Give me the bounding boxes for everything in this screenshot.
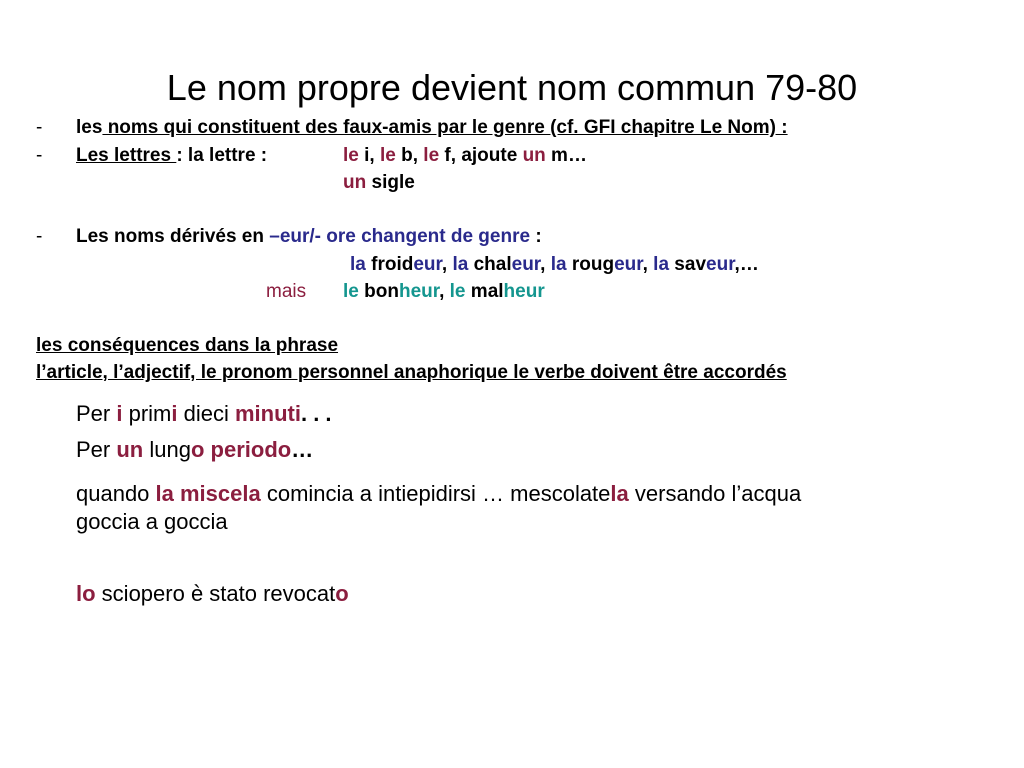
line-lettres-label [76,144,267,168]
article: le [343,281,359,302]
agreement-mark: i [171,401,178,426]
example-minuti [76,400,332,428]
mais-label: mais [266,281,307,302]
text: quando [76,481,156,506]
text: : [530,226,542,247]
text: sav [669,254,707,275]
text: : la lettre : [176,145,268,166]
article: un [343,172,367,193]
bullet-dash: - [36,226,43,247]
text: prim [122,401,172,426]
agreement-mark: minuti [234,401,301,426]
agreement-mark: i [116,401,123,426]
text: sigle [366,172,415,193]
line-lettres-examples [343,144,587,168]
text: ,… [734,254,759,275]
agreement-mark: la miscela [155,481,261,506]
slide-title: Le nom propre devient nom commun 79-80 [166,67,858,108]
text: froid [365,254,414,275]
article: le [449,281,466,302]
text: … [291,437,314,462]
article: la [350,254,366,275]
example-periodo [76,436,313,464]
article: le [379,145,396,166]
text: , [540,254,551,275]
line-faux-amis [76,116,788,140]
agreement-mark: la [610,481,629,506]
consequences-heading: les conséquences dans la phrase [36,335,339,356]
text: les [76,117,103,138]
suffix: eur [511,254,541,275]
text: Les noms dérivés en [76,226,270,247]
text: bon [358,281,399,302]
text: b, [395,145,424,166]
text: versando l’acqua [628,481,802,506]
agreement-mark: o [190,437,205,462]
text: . . . [300,401,332,426]
text: , [439,281,450,302]
example-sciopero [76,580,349,608]
agreement-mark: periodo [204,437,292,462]
bullet-dash: - [36,145,43,166]
suffix: heur [503,281,545,302]
article: la [550,254,567,275]
example-miscela-cont: goccia a goccia [76,509,228,534]
agreement-mark: un [116,437,144,462]
text: noms qui constituent des faux-amis par le genre (cf. GFI chapitre Le Nom) : [102,117,788,138]
suffix: heur [398,281,440,302]
suffix-text: –eur/- ore changent de genre [269,226,531,247]
bullet-dash: - [36,117,43,138]
article: le [343,145,359,166]
example-miscela [76,480,801,508]
article: un [522,145,546,166]
text: roug [566,254,615,275]
agreement-mark: o [335,581,349,606]
suffix: eur [413,254,442,275]
text: Per [76,437,117,462]
article: la [452,254,469,275]
text: Les lettres [76,145,177,166]
text: , [441,254,453,275]
suffix: eur [614,254,643,275]
text: dieci [177,401,235,426]
text: chal [468,254,512,275]
article: la [653,254,670,275]
text: f, ajoute [439,145,523,166]
agreement-heading: l’article, l’adjectif, le pronom personnel anaphorique le verbe doivent être accordés [36,362,787,383]
suffix: eur [706,254,735,275]
text: , [642,254,654,275]
line-heur-examples [343,280,545,304]
text: mal [465,281,504,302]
text: m… [545,145,587,166]
article: le [423,145,440,166]
text: lung [143,437,191,462]
line-eur-examples [350,253,759,277]
text: comincia a intiepidirsi … mescolate [260,481,611,506]
agreement-mark: lo [76,581,96,606]
line-noms-derives [76,225,542,249]
text: Per [76,401,117,426]
text: sciopero è stato revocat [95,581,336,606]
text: i, [358,145,380,166]
line-sigle [343,171,415,195]
